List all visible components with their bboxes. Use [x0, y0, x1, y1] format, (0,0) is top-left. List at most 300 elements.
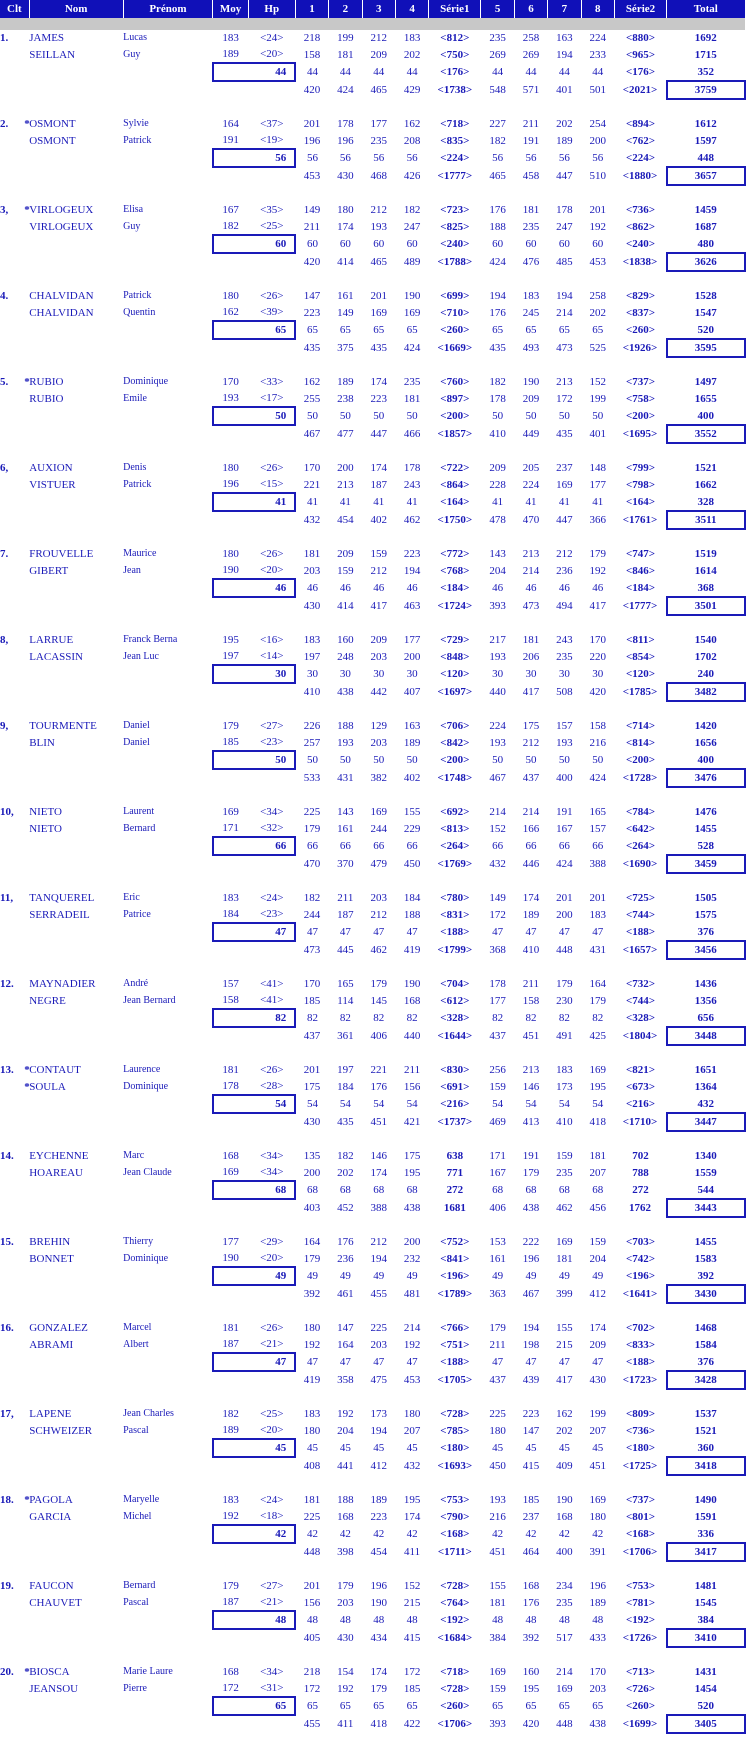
- handicap-game: 50: [306, 410, 318, 422]
- game-score: 157: [589, 822, 606, 835]
- game-score: 165: [337, 978, 354, 990]
- game-score: 213: [556, 376, 573, 388]
- empty-cell: [0, 63, 29, 81]
- team-game-total: 475: [370, 1374, 387, 1386]
- team-game-total: 409: [556, 1460, 573, 1472]
- empty-cell: [0, 149, 29, 167]
- team-game-total: 440: [489, 686, 506, 698]
- series1-score: <760>: [440, 376, 470, 388]
- game-score: 181: [522, 204, 540, 216]
- team-game-total: 426: [403, 170, 421, 182]
- player-row: [0, 1680, 745, 1697]
- empty-cell: [248, 425, 295, 443]
- handicap-game: 54: [492, 1098, 504, 1110]
- team-game-total: 413: [522, 1116, 540, 1128]
- game-score: 234: [556, 1580, 573, 1592]
- game-score: 224: [489, 720, 506, 732]
- handicap-series2: <184>: [625, 582, 655, 594]
- player-handicap: <20>: [260, 1424, 284, 1436]
- player-last-name: FAUCON: [29, 1580, 74, 1592]
- player-row: [0, 546, 745, 562]
- handicap-series1: <216>: [440, 1098, 470, 1110]
- game-score: 167: [489, 1166, 506, 1179]
- empty-cell: [0, 407, 29, 425]
- handicap-game: 44: [492, 66, 504, 78]
- handicap-game: 50: [339, 754, 351, 766]
- handicap-game: 42: [558, 1528, 570, 1540]
- game-score: 223: [403, 548, 421, 560]
- empty-cell: [123, 167, 213, 185]
- game-score: 178: [403, 462, 421, 474]
- player-total: 1455: [694, 1236, 717, 1248]
- game-score: 181: [489, 1596, 506, 1609]
- team-handicap-row: [0, 751, 745, 769]
- handicap-game: 41: [592, 496, 604, 508]
- team-rank: 11,: [0, 892, 14, 904]
- player-handicap: <41>: [260, 994, 284, 1006]
- series2-score: <744>: [625, 908, 655, 921]
- empty-cell: [248, 253, 295, 271]
- game-score: 164: [337, 1338, 354, 1351]
- team-handicap-row: [0, 665, 745, 683]
- team-game-total: 415: [403, 1632, 421, 1644]
- game-score: 204: [337, 1424, 354, 1437]
- player-last-name: TOURMENTE: [29, 720, 97, 732]
- team-game-total: 420: [522, 1718, 540, 1730]
- handicap-game: 82: [406, 1012, 418, 1024]
- series2-score: <732>: [625, 978, 655, 990]
- game-score: 143: [489, 548, 506, 560]
- series1-score: <612>: [440, 994, 470, 1007]
- rank-cell: [0, 1320, 29, 1336]
- game-score: 162: [403, 118, 421, 130]
- game-score: 222: [522, 1236, 540, 1248]
- game-score: 168: [403, 994, 421, 1007]
- game-score: 230: [556, 994, 573, 1007]
- empty-cell: [29, 1543, 123, 1561]
- handicap-game: 50: [406, 754, 418, 766]
- player-handicap: <26>: [260, 1064, 284, 1076]
- series1-score: <848>: [440, 650, 470, 663]
- team-handicap-box: 48: [213, 1611, 295, 1629]
- handicap-game: 65: [558, 1700, 570, 1712]
- handicap-total: 448: [697, 151, 715, 164]
- team-game-total: 435: [489, 342, 506, 354]
- handicap-game: 44: [306, 66, 318, 78]
- player-average: 178: [222, 1080, 239, 1092]
- team-separator: [0, 1217, 745, 1234]
- handicap-game: 65: [592, 324, 604, 336]
- team-game-total: 447: [370, 428, 387, 440]
- game-score: 178: [489, 392, 506, 405]
- team-series2-total: <1926>: [622, 342, 658, 354]
- player-total: 1490: [694, 1494, 717, 1506]
- player-first-name: Jean Charles: [123, 1408, 174, 1419]
- empty-cell: [123, 1629, 213, 1647]
- player-total: 1575: [694, 908, 717, 921]
- player-last-name: NIETO: [29, 822, 62, 835]
- team-game-total: 450: [403, 858, 421, 870]
- series1-score: <753>: [440, 1494, 470, 1506]
- handicap-series1: <260>: [440, 324, 470, 336]
- series2-score: <673>: [625, 1080, 655, 1093]
- empty-cell: [29, 1027, 123, 1045]
- team-game-total: 434: [370, 1632, 387, 1644]
- team-game-total: 382: [370, 772, 387, 784]
- handicap-game: 42: [406, 1528, 418, 1540]
- game-score: 179: [522, 1166, 540, 1179]
- game-score: 159: [489, 1682, 506, 1695]
- team-grand-total-box: 3447: [667, 1113, 745, 1131]
- column-header: Série1: [429, 0, 481, 18]
- game-score: 189: [522, 908, 540, 921]
- empty-cell: [0, 1113, 29, 1131]
- team-game-total: 424: [337, 84, 354, 96]
- handicap-game: 56: [558, 152, 570, 164]
- game-score: 199: [337, 32, 354, 44]
- team-series2-total: <1657>: [622, 944, 658, 956]
- series2-score: <799>: [625, 462, 655, 474]
- team-game-total: 418: [589, 1116, 606, 1128]
- rank-cell: [0, 1492, 29, 1508]
- rank-cell: [0, 1664, 29, 1680]
- empty-cell: [123, 1199, 213, 1217]
- empty-cell: [29, 1715, 123, 1733]
- handicap-game: 56: [592, 152, 604, 164]
- game-score: 254: [589, 118, 606, 130]
- handicap-game: 56: [492, 152, 504, 164]
- game-score: 179: [370, 978, 387, 990]
- handicap-game: 48: [492, 1614, 504, 1626]
- game-score: 238: [337, 392, 354, 405]
- team-game-total: 453: [589, 256, 606, 268]
- game-score: 146: [522, 1080, 540, 1093]
- team-game-total: 429: [403, 84, 421, 96]
- game-score: 180: [337, 204, 354, 216]
- game-score: 165: [589, 806, 606, 818]
- game-score: 203: [370, 736, 387, 749]
- game-score: 169: [556, 1236, 573, 1248]
- empty-cell: [29, 167, 123, 185]
- empty-cell: [29, 1611, 123, 1629]
- player-first-name: Guy: [123, 220, 141, 232]
- empty-cell: [123, 511, 213, 529]
- player-handicap: <41>: [260, 978, 284, 990]
- empty-cell: [248, 339, 295, 357]
- empty-cell: [0, 597, 29, 615]
- series2-score: <714>: [625, 720, 655, 732]
- player-total: 1519: [694, 548, 717, 560]
- player-last-name: ABRAMI: [29, 1338, 74, 1351]
- empty-cell: [29, 941, 123, 959]
- empty-cell: [0, 1285, 29, 1303]
- handicap-game: 56: [306, 152, 318, 164]
- game-score: 248: [337, 650, 354, 663]
- game-score: 203: [589, 1682, 606, 1695]
- game-score: 173: [370, 1408, 387, 1420]
- player-handicap: <28>: [260, 1080, 284, 1092]
- player-average: 168: [222, 1150, 239, 1162]
- team-game-total: 384: [489, 1632, 506, 1644]
- team-handicap-box: 65: [213, 321, 295, 339]
- team-series2-total: <2021>: [622, 84, 658, 96]
- empty-cell: [0, 683, 29, 701]
- team-game-total: 478: [489, 514, 506, 526]
- game-score: 201: [556, 892, 573, 904]
- handicap-game: 60: [339, 238, 351, 250]
- handicap-series2: <196>: [625, 1270, 655, 1282]
- team-series2-total: <1695>: [622, 428, 658, 440]
- game-score: 189: [589, 1596, 606, 1609]
- rank-cell: [0, 1594, 29, 1611]
- game-score: 244: [370, 822, 387, 835]
- rank-cell: [0, 390, 29, 407]
- team-handicap-row: [0, 235, 745, 253]
- game-score: 181: [403, 392, 421, 405]
- empty-cell: [29, 1285, 123, 1303]
- game-score: 179: [556, 978, 573, 990]
- team-game-total: 414: [337, 600, 354, 612]
- empty-cell: [0, 81, 29, 99]
- game-score: 177: [589, 478, 606, 491]
- series1-score: <813>: [440, 822, 470, 835]
- game-score: 192: [589, 564, 606, 577]
- empty-cell: [248, 81, 295, 99]
- empty-cell: [29, 923, 123, 941]
- handicap-game: 41: [525, 496, 537, 508]
- rank-cell: [0, 288, 29, 304]
- handicap-game: 47: [306, 926, 318, 938]
- rank-cell: [0, 562, 29, 579]
- team-game-total: 414: [337, 256, 354, 268]
- player-first-name: Patrice: [123, 908, 151, 920]
- team-game-total: 391: [589, 1546, 606, 1558]
- player-handicap: <23>: [260, 736, 284, 748]
- team-game-total: 548: [489, 84, 506, 96]
- game-score: 156: [403, 1080, 421, 1093]
- handicap-series2: <260>: [625, 1700, 655, 1712]
- handicap-total: 360: [697, 1441, 715, 1454]
- team-game-total: 401: [589, 428, 606, 440]
- team-series2-total: <1761>: [622, 514, 658, 526]
- game-score: 213: [522, 1064, 540, 1076]
- player-handicap: <34>: [260, 806, 284, 818]
- empty-cell: [0, 579, 29, 597]
- game-score: 197: [337, 1064, 354, 1076]
- column-header: 5: [481, 0, 514, 18]
- player-handicap: <20>: [260, 48, 284, 60]
- handicap-series2: <180>: [625, 1442, 655, 1454]
- game-score: 204: [489, 564, 506, 577]
- handicap-game: 66: [558, 840, 570, 852]
- team-separator: [0, 873, 745, 890]
- empty-cell: [0, 1611, 29, 1629]
- handicap-game: 47: [525, 926, 537, 938]
- team-game-total: 510: [589, 170, 606, 182]
- series2-score: <821>: [625, 1064, 655, 1076]
- empty-cell: [0, 837, 29, 855]
- player-average: 169: [222, 806, 239, 818]
- team-game-total: 415: [522, 1460, 540, 1472]
- player-handicap: <17>: [260, 392, 284, 404]
- team-grand-total-box: 3511: [667, 511, 745, 529]
- team-grand-total-box: 3476: [667, 769, 745, 787]
- rank-cell: [0, 1078, 29, 1095]
- player-total: 1559: [694, 1166, 717, 1179]
- player-row: [0, 476, 745, 493]
- team-rank: 19.: [0, 1580, 14, 1592]
- team-rank: 8,: [0, 634, 9, 646]
- game-score: 172: [489, 908, 506, 921]
- game-score: 174: [370, 376, 387, 388]
- team-series1-total: <1644>: [437, 1030, 473, 1042]
- player-total: 1356: [694, 994, 717, 1007]
- empty-cell: [213, 1457, 248, 1475]
- game-score: 156: [303, 1596, 321, 1609]
- team-handicap-box: 44: [213, 63, 295, 81]
- player-row: [0, 976, 745, 992]
- empty-cell: [213, 855, 248, 873]
- empty-cell: [29, 1095, 123, 1113]
- rank-cell: [0, 820, 29, 837]
- game-score: 201: [303, 1064, 321, 1076]
- game-score: 135: [303, 1150, 321, 1162]
- team-handicap-row: [0, 837, 745, 855]
- player-total: 1583: [694, 1252, 717, 1265]
- team-game-total: 451: [370, 1116, 387, 1128]
- series1-score: <692>: [440, 806, 470, 818]
- star-marker: *: [24, 376, 30, 388]
- series2-score: <781>: [625, 1596, 655, 1609]
- player-average: 191: [222, 134, 239, 146]
- handicap-game: 41: [373, 496, 385, 508]
- player-row: [0, 1492, 745, 1508]
- team-game-total: 422: [403, 1718, 421, 1730]
- empty-cell: [248, 1629, 295, 1647]
- handicap-game: 65: [525, 1700, 537, 1712]
- player-total: 1521: [694, 462, 717, 474]
- game-score: 194: [370, 1424, 387, 1437]
- game-score: 211: [303, 220, 320, 233]
- game-score: 190: [370, 1596, 387, 1609]
- handicap-game: 68: [306, 1184, 318, 1196]
- handicap-game: 82: [306, 1012, 318, 1024]
- game-score: 174: [522, 892, 540, 904]
- game-score: 205: [522, 462, 540, 474]
- game-score: 193: [489, 1494, 506, 1506]
- handicap-total: 376: [697, 1355, 715, 1368]
- team-handicap-box: 49: [213, 1267, 295, 1285]
- team-series2-total: <1838>: [622, 256, 658, 268]
- game-score: 145: [370, 994, 387, 1007]
- empty-cell: [123, 837, 213, 855]
- player-first-name: Daniel: [123, 736, 150, 748]
- handicap-series2: <224>: [625, 152, 655, 164]
- game-score: 178: [489, 978, 506, 990]
- team-game-total: 442: [370, 686, 387, 698]
- empty-cell: [213, 1371, 248, 1389]
- player-first-name: Franck Berna: [123, 634, 178, 645]
- team-separator: [0, 959, 745, 976]
- player-last-name: GIBERT: [29, 564, 69, 577]
- handicap-game: 46: [339, 582, 351, 594]
- team-game-total: 438: [522, 1202, 540, 1214]
- empty-cell: [0, 941, 29, 959]
- team-grand-total-box: 3595: [667, 339, 745, 357]
- team-rank: 6,: [0, 462, 9, 474]
- handicap-game: 30: [592, 668, 604, 680]
- player-average: 187: [222, 1338, 239, 1350]
- player-row: [0, 1062, 745, 1078]
- team-sum-row: [0, 941, 745, 959]
- team-game-total: 419: [303, 1374, 321, 1386]
- series1-score: <751>: [440, 1338, 470, 1351]
- team-game-total: 508: [556, 686, 573, 698]
- rank-cell: [0, 476, 29, 493]
- empty-cell: [0, 1697, 29, 1715]
- game-score: 181: [589, 1150, 606, 1162]
- empty-cell: [0, 321, 29, 339]
- game-score: 212: [370, 32, 387, 44]
- game-score: 170: [589, 1666, 606, 1678]
- player-average: 184: [222, 908, 239, 920]
- handicap-series1: <188>: [440, 1356, 470, 1368]
- empty-cell: [248, 941, 295, 959]
- handicap-game: 60: [592, 238, 604, 250]
- player-average: 180: [222, 290, 239, 302]
- game-score: 149: [303, 204, 321, 216]
- game-score: 180: [303, 1424, 321, 1437]
- rank-cell: [0, 1164, 29, 1181]
- game-score: 245: [522, 306, 540, 319]
- handicap-game: 82: [592, 1012, 604, 1024]
- empty-cell: [29, 579, 123, 597]
- empty-cell: [248, 769, 295, 787]
- empty-cell: [123, 1353, 213, 1371]
- team-series1-total: <1706>: [437, 1718, 473, 1730]
- handicap-series2: <200>: [625, 754, 655, 766]
- game-score: 159: [337, 564, 354, 577]
- team-handicap-row: [0, 1009, 745, 1027]
- game-score: 211: [337, 892, 354, 904]
- team-handicap-box: 68: [213, 1181, 295, 1199]
- game-score: 180: [489, 1424, 506, 1437]
- team-game-total: 440: [403, 1030, 421, 1042]
- handicap-game: 49: [406, 1270, 418, 1282]
- player-last-name: OSMONT: [29, 134, 76, 147]
- table-header: [0, 0, 745, 18]
- team-game-total: 455: [370, 1288, 387, 1300]
- game-score: 168: [556, 1510, 573, 1523]
- empty-cell: [123, 253, 213, 271]
- player-handicap: <16>: [260, 634, 284, 646]
- handicap-total: 520: [697, 1699, 715, 1712]
- team-rank: 3,: [0, 204, 9, 216]
- game-score: 225: [489, 1408, 506, 1420]
- game-score: 194: [489, 290, 506, 302]
- game-score: 212: [370, 204, 387, 216]
- team-game-total: 467: [303, 428, 321, 440]
- rank-cell: [0, 1406, 29, 1422]
- game-score: 179: [337, 1580, 354, 1592]
- empty-cell: [29, 855, 123, 873]
- player-handicap: <24>: [260, 1494, 284, 1506]
- team-game-total: 462: [403, 514, 421, 526]
- handicap-game: 44: [406, 66, 418, 78]
- game-score: 181: [337, 48, 354, 61]
- empty-cell: [123, 665, 213, 683]
- empty-cell: [213, 81, 248, 99]
